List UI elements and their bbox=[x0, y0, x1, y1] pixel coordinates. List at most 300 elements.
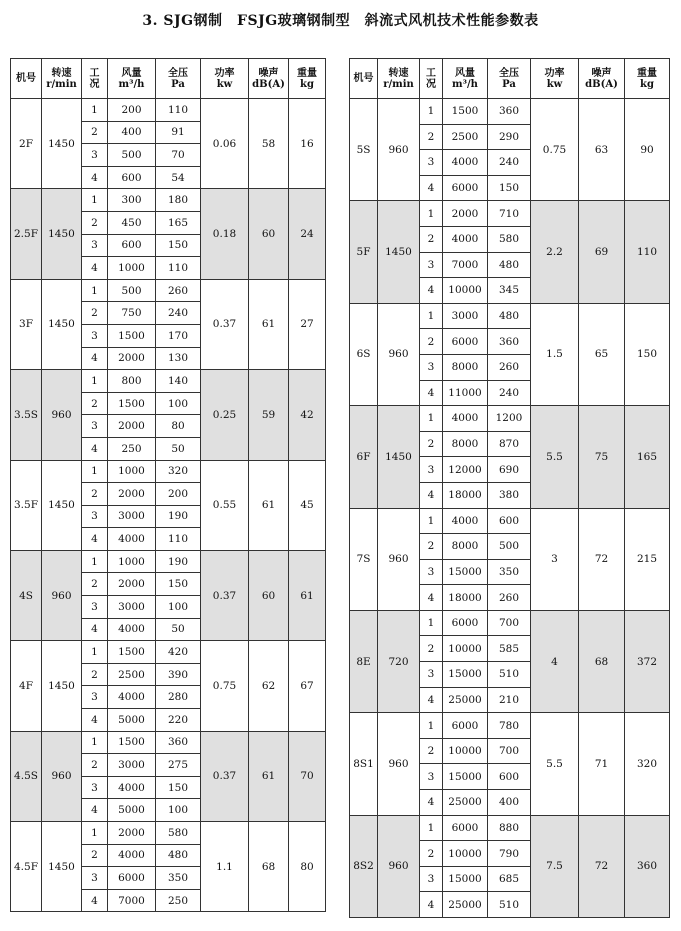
table-row bbox=[350, 610, 670, 636]
pressure-cell: 880 bbox=[488, 815, 531, 841]
weight-cell: 90 bbox=[625, 99, 670, 201]
condition-cell: 4 bbox=[420, 687, 443, 713]
condition-cell: 1 bbox=[82, 550, 108, 573]
condition-cell: 3 bbox=[82, 686, 108, 709]
header-model bbox=[350, 59, 378, 99]
pressure-cell: 180 bbox=[156, 189, 201, 212]
table-row bbox=[11, 370, 326, 393]
condition-cell: 1 bbox=[82, 641, 108, 664]
airflow-cell: 2000 bbox=[108, 483, 156, 506]
header-power-line: kw bbox=[216, 78, 233, 90]
header-speed bbox=[42, 59, 82, 99]
pressure-cell: 130 bbox=[156, 347, 201, 370]
model-cell: 2F bbox=[11, 99, 42, 189]
pressure-cell: 360 bbox=[156, 731, 201, 754]
pressure-cell: 500 bbox=[488, 534, 531, 560]
noise-cell: 61 bbox=[249, 460, 289, 550]
pressure-cell: 110 bbox=[156, 99, 201, 122]
weight-cell: 360 bbox=[625, 815, 670, 917]
speed-cell: 720 bbox=[378, 610, 420, 712]
pressure-cell: 110 bbox=[156, 257, 201, 280]
condition-cell: 3 bbox=[420, 764, 443, 790]
airflow-cell: 6000 bbox=[443, 815, 488, 841]
condition-cell: 1 bbox=[82, 370, 108, 393]
pressure-cell: 580 bbox=[488, 226, 531, 252]
header-power bbox=[201, 59, 249, 99]
pressure-cell: 480 bbox=[156, 844, 201, 867]
pressure-cell: 140 bbox=[156, 370, 201, 393]
pressure-cell: 585 bbox=[488, 636, 531, 662]
condition-cell: 3 bbox=[82, 144, 108, 167]
condition-cell: 2 bbox=[420, 841, 443, 867]
noise-cell: 68 bbox=[579, 610, 625, 712]
condition-cell: 4 bbox=[420, 175, 443, 201]
condition-cell: 1 bbox=[420, 610, 443, 636]
airflow-cell: 18000 bbox=[443, 482, 488, 508]
pressure-cell: 390 bbox=[156, 663, 201, 686]
power-cell: 0.25 bbox=[201, 370, 249, 460]
power-cell: 1.5 bbox=[531, 303, 579, 405]
condition-cell: 4 bbox=[420, 482, 443, 508]
airflow-cell: 10000 bbox=[443, 636, 488, 662]
condition-cell: 2 bbox=[82, 573, 108, 596]
weight-cell: 42 bbox=[289, 370, 326, 460]
condition-cell: 2 bbox=[420, 534, 443, 560]
condition-cell: 4 bbox=[420, 892, 443, 918]
airflow-cell: 2000 bbox=[108, 822, 156, 845]
power-cell: 0.75 bbox=[531, 99, 579, 201]
condition-cell: 4 bbox=[82, 528, 108, 551]
table-row bbox=[11, 279, 326, 302]
airflow-cell: 4000 bbox=[108, 844, 156, 867]
pressure-cell: 240 bbox=[488, 380, 531, 406]
header-speed bbox=[378, 59, 420, 99]
pressure-cell: 165 bbox=[156, 211, 201, 234]
airflow-cell: 450 bbox=[108, 211, 156, 234]
airflow-cell: 4000 bbox=[443, 406, 488, 432]
airflow-cell: 1500 bbox=[108, 324, 156, 347]
airflow-cell: 200 bbox=[108, 99, 156, 122]
table-header bbox=[11, 59, 326, 99]
speed-cell: 960 bbox=[42, 731, 82, 821]
airflow-cell: 6000 bbox=[108, 867, 156, 890]
header-speed-line: 转速 bbox=[51, 67, 72, 79]
weight-cell: 150 bbox=[625, 303, 670, 405]
weight-cell: 70 bbox=[289, 731, 326, 821]
pressure-cell: 150 bbox=[156, 776, 201, 799]
condition-cell: 2 bbox=[82, 844, 108, 867]
noise-cell: 65 bbox=[579, 303, 625, 405]
condition-cell: 3 bbox=[420, 866, 443, 892]
speed-cell: 960 bbox=[378, 99, 420, 201]
airflow-cell: 1000 bbox=[108, 460, 156, 483]
header-model-line: 机号 bbox=[353, 73, 374, 84]
power-cell: 3 bbox=[531, 508, 579, 610]
header-weight bbox=[289, 59, 326, 99]
header-condition-line: 况 bbox=[89, 78, 100, 90]
condition-cell: 2 bbox=[82, 663, 108, 686]
pressure-cell: 100 bbox=[156, 799, 201, 822]
airflow-cell: 15000 bbox=[443, 559, 488, 585]
speed-cell: 1450 bbox=[378, 406, 420, 508]
noise-cell: 60 bbox=[249, 189, 289, 279]
power-cell: 5.5 bbox=[531, 713, 579, 815]
pressure-cell: 700 bbox=[488, 610, 531, 636]
header-pressure-line: 全压 bbox=[499, 67, 519, 79]
model-cell: 8E bbox=[350, 610, 378, 712]
header-airflow-line: 风量 bbox=[121, 67, 142, 79]
condition-cell: 3 bbox=[420, 354, 443, 380]
airflow-cell: 7000 bbox=[108, 889, 156, 912]
header-power-line: 功率 bbox=[544, 67, 565, 79]
pressure-cell: 345 bbox=[488, 278, 531, 304]
pressure-cell: 100 bbox=[156, 392, 201, 415]
airflow-cell: 12000 bbox=[443, 457, 488, 483]
header-power-line: kw bbox=[546, 78, 563, 90]
header-speed-line: 转速 bbox=[388, 67, 409, 79]
airflow-cell: 250 bbox=[108, 437, 156, 460]
table-row bbox=[11, 641, 326, 664]
noise-cell: 59 bbox=[249, 370, 289, 460]
fan-spec-table-left bbox=[10, 58, 326, 912]
pressure-cell: 260 bbox=[488, 585, 531, 611]
pressure-cell: 240 bbox=[156, 302, 201, 325]
header-airflow bbox=[443, 59, 488, 99]
model-cell: 8S1 bbox=[350, 713, 378, 815]
header-pressure-line: 全压 bbox=[168, 67, 188, 79]
condition-cell: 4 bbox=[82, 709, 108, 732]
pressure-cell: 710 bbox=[488, 201, 531, 227]
noise-cell: 72 bbox=[579, 508, 625, 610]
weight-cell: 24 bbox=[289, 189, 326, 279]
header-speed-line: r/min bbox=[383, 78, 414, 90]
airflow-cell: 7000 bbox=[443, 252, 488, 278]
pressure-cell: 150 bbox=[156, 234, 201, 257]
model-cell: 4F bbox=[11, 641, 42, 731]
airflow-cell: 2000 bbox=[108, 415, 156, 438]
noise-cell: 58 bbox=[249, 99, 289, 189]
airflow-cell: 500 bbox=[108, 144, 156, 167]
noise-cell: 69 bbox=[579, 201, 625, 303]
header-condition bbox=[82, 59, 108, 99]
airflow-cell: 3000 bbox=[443, 303, 488, 329]
condition-cell: 1 bbox=[420, 99, 443, 125]
pressure-cell: 420 bbox=[156, 641, 201, 664]
table-row bbox=[11, 822, 326, 845]
model-cell: 3.5S bbox=[11, 370, 42, 460]
condition-cell: 2 bbox=[82, 754, 108, 777]
condition-cell: 3 bbox=[82, 505, 108, 528]
condition-cell: 4 bbox=[420, 278, 443, 304]
model-cell: 5S bbox=[350, 99, 378, 201]
table-body bbox=[350, 99, 670, 918]
pressure-cell: 260 bbox=[156, 279, 201, 302]
header-pressure bbox=[488, 59, 531, 99]
airflow-cell: 2000 bbox=[108, 573, 156, 596]
condition-cell: 4 bbox=[82, 889, 108, 912]
header-airflow-line: 风量 bbox=[455, 67, 475, 79]
table-row bbox=[350, 99, 670, 125]
header-condition-line: 况 bbox=[426, 78, 436, 90]
pressure-cell: 50 bbox=[156, 618, 201, 641]
header-noise bbox=[249, 59, 289, 99]
weight-cell: 67 bbox=[289, 641, 326, 731]
condition-cell: 1 bbox=[420, 406, 443, 432]
power-cell: 2.2 bbox=[531, 201, 579, 303]
table-row bbox=[350, 201, 670, 227]
noise-cell: 62 bbox=[249, 641, 289, 731]
header-airflow-line: m³/h bbox=[118, 78, 145, 90]
pressure-cell: 190 bbox=[156, 505, 201, 528]
noise-cell: 60 bbox=[249, 550, 289, 640]
power-cell: 0.18 bbox=[201, 189, 249, 279]
header-pressure bbox=[156, 59, 201, 99]
airflow-cell: 8000 bbox=[443, 354, 488, 380]
pressure-cell: 320 bbox=[156, 460, 201, 483]
table-row bbox=[350, 508, 670, 534]
pressure-cell: 170 bbox=[156, 324, 201, 347]
condition-cell: 1 bbox=[82, 731, 108, 754]
weight-cell: 110 bbox=[625, 201, 670, 303]
condition-cell: 1 bbox=[420, 508, 443, 534]
pressure-cell: 50 bbox=[156, 437, 201, 460]
airflow-cell: 6000 bbox=[443, 610, 488, 636]
fan-spec-table-right bbox=[349, 58, 670, 918]
model-cell: 7S bbox=[350, 508, 378, 610]
speed-cell: 960 bbox=[378, 815, 420, 917]
condition-cell: 2 bbox=[420, 124, 443, 150]
pressure-cell: 685 bbox=[488, 866, 531, 892]
header-pressure-line: Pa bbox=[502, 78, 516, 90]
power-cell: 0.37 bbox=[201, 279, 249, 369]
table-header bbox=[350, 59, 670, 99]
condition-cell: 2 bbox=[82, 392, 108, 415]
pressure-cell: 690 bbox=[488, 457, 531, 483]
pressure-cell: 80 bbox=[156, 415, 201, 438]
condition-cell: 2 bbox=[82, 121, 108, 144]
header-weight-line: kg bbox=[640, 78, 654, 90]
power-cell: 5.5 bbox=[531, 406, 579, 508]
noise-cell: 63 bbox=[579, 99, 625, 201]
airflow-cell: 6000 bbox=[443, 175, 488, 201]
airflow-cell: 8000 bbox=[443, 534, 488, 560]
pressure-cell: 150 bbox=[488, 175, 531, 201]
pressure-cell: 150 bbox=[156, 573, 201, 596]
pressure-cell: 600 bbox=[488, 764, 531, 790]
power-cell: 0.37 bbox=[201, 550, 249, 640]
airflow-cell: 4000 bbox=[443, 226, 488, 252]
condition-cell: 3 bbox=[420, 457, 443, 483]
header-pressure-line: Pa bbox=[171, 78, 185, 90]
airflow-cell: 4000 bbox=[443, 508, 488, 534]
airflow-cell: 800 bbox=[108, 370, 156, 393]
model-cell: 8S2 bbox=[350, 815, 378, 917]
header-noise-line: 噪声 bbox=[591, 67, 612, 79]
power-cell: 0.75 bbox=[201, 641, 249, 731]
condition-cell: 2 bbox=[420, 738, 443, 764]
airflow-cell: 5000 bbox=[108, 799, 156, 822]
table-row bbox=[350, 303, 670, 329]
weight-cell: 16 bbox=[289, 99, 326, 189]
condition-cell: 1 bbox=[420, 201, 443, 227]
table-row bbox=[11, 189, 326, 212]
airflow-cell: 1000 bbox=[108, 257, 156, 280]
pressure-cell: 91 bbox=[156, 121, 201, 144]
pressure-cell: 240 bbox=[488, 150, 531, 176]
condition-cell: 4 bbox=[82, 166, 108, 189]
header-power bbox=[531, 59, 579, 99]
pressure-cell: 380 bbox=[488, 482, 531, 508]
condition-cell: 1 bbox=[82, 189, 108, 212]
condition-cell: 3 bbox=[82, 324, 108, 347]
condition-cell: 3 bbox=[82, 867, 108, 890]
speed-cell: 960 bbox=[378, 713, 420, 815]
noise-cell: 68 bbox=[249, 822, 289, 912]
condition-cell: 1 bbox=[420, 303, 443, 329]
airflow-cell: 6000 bbox=[443, 329, 488, 355]
table-row bbox=[11, 460, 326, 483]
speed-cell: 960 bbox=[42, 370, 82, 460]
weight-cell: 45 bbox=[289, 460, 326, 550]
weight-cell: 61 bbox=[289, 550, 326, 640]
pressure-cell: 200 bbox=[156, 483, 201, 506]
pressure-cell: 700 bbox=[488, 738, 531, 764]
condition-cell: 3 bbox=[420, 662, 443, 688]
airflow-cell: 2000 bbox=[443, 201, 488, 227]
airflow-cell: 500 bbox=[108, 279, 156, 302]
pressure-cell: 400 bbox=[488, 790, 531, 816]
condition-cell: 4 bbox=[82, 347, 108, 370]
noise-cell: 61 bbox=[249, 731, 289, 821]
speed-cell: 1450 bbox=[42, 189, 82, 279]
condition-cell: 4 bbox=[82, 257, 108, 280]
airflow-cell: 4000 bbox=[108, 528, 156, 551]
condition-cell: 2 bbox=[82, 302, 108, 325]
model-cell: 4.5F bbox=[11, 822, 42, 912]
pressure-cell: 580 bbox=[156, 822, 201, 845]
weight-cell: 80 bbox=[289, 822, 326, 912]
model-cell: 6S bbox=[350, 303, 378, 405]
condition-cell: 3 bbox=[82, 234, 108, 257]
header-weight-line: 重量 bbox=[637, 67, 657, 79]
pressure-cell: 220 bbox=[156, 709, 201, 732]
weight-cell: 215 bbox=[625, 508, 670, 610]
airflow-cell: 4000 bbox=[108, 618, 156, 641]
power-cell: 1.1 bbox=[201, 822, 249, 912]
condition-cell: 4 bbox=[420, 585, 443, 611]
pressure-cell: 70 bbox=[156, 144, 201, 167]
table-row bbox=[11, 99, 326, 122]
speed-cell: 960 bbox=[378, 303, 420, 405]
condition-cell: 3 bbox=[420, 252, 443, 278]
airflow-cell: 25000 bbox=[443, 687, 488, 713]
header-condition bbox=[420, 59, 443, 99]
airflow-cell: 25000 bbox=[443, 892, 488, 918]
airflow-cell: 18000 bbox=[443, 585, 488, 611]
weight-cell: 320 bbox=[625, 713, 670, 815]
weight-cell: 165 bbox=[625, 406, 670, 508]
airflow-cell: 3000 bbox=[108, 596, 156, 619]
airflow-cell: 1000 bbox=[108, 550, 156, 573]
condition-cell: 2 bbox=[420, 636, 443, 662]
power-cell: 0.55 bbox=[201, 460, 249, 550]
pressure-cell: 780 bbox=[488, 713, 531, 739]
pressure-cell: 870 bbox=[488, 431, 531, 457]
airflow-cell: 1500 bbox=[443, 99, 488, 125]
speed-cell: 1450 bbox=[42, 641, 82, 731]
airflow-cell: 600 bbox=[108, 166, 156, 189]
airflow-cell: 4000 bbox=[443, 150, 488, 176]
speed-cell: 1450 bbox=[42, 460, 82, 550]
pressure-cell: 480 bbox=[488, 252, 531, 278]
airflow-cell: 2500 bbox=[443, 124, 488, 150]
header-model-line: 机号 bbox=[16, 73, 36, 84]
model-cell: 4S bbox=[11, 550, 42, 640]
noise-cell: 71 bbox=[579, 713, 625, 815]
header-airflow bbox=[108, 59, 156, 99]
noise-cell: 75 bbox=[579, 406, 625, 508]
model-cell: 3F bbox=[11, 279, 42, 369]
table-row bbox=[11, 731, 326, 754]
airflow-cell: 3000 bbox=[108, 505, 156, 528]
airflow-cell: 4000 bbox=[108, 686, 156, 709]
condition-cell: 4 bbox=[82, 437, 108, 460]
airflow-cell: 4000 bbox=[108, 776, 156, 799]
condition-cell: 4 bbox=[420, 790, 443, 816]
pressure-cell: 260 bbox=[488, 354, 531, 380]
header-noise bbox=[579, 59, 625, 99]
pressure-cell: 100 bbox=[156, 596, 201, 619]
table-row bbox=[350, 406, 670, 432]
airflow-cell: 400 bbox=[108, 121, 156, 144]
condition-cell: 2 bbox=[420, 329, 443, 355]
airflow-cell: 25000 bbox=[443, 790, 488, 816]
airflow-cell: 1500 bbox=[108, 641, 156, 664]
condition-cell: 1 bbox=[82, 99, 108, 122]
noise-cell: 72 bbox=[579, 815, 625, 917]
airflow-cell: 8000 bbox=[443, 431, 488, 457]
header-airflow-line: m³/h bbox=[452, 78, 478, 90]
header-speed-line: r/min bbox=[46, 78, 77, 90]
pressure-cell: 280 bbox=[156, 686, 201, 709]
pressure-cell: 290 bbox=[488, 124, 531, 150]
power-cell: 4 bbox=[531, 610, 579, 712]
condition-cell: 1 bbox=[420, 713, 443, 739]
model-cell: 3.5F bbox=[11, 460, 42, 550]
airflow-cell: 750 bbox=[108, 302, 156, 325]
pressure-cell: 510 bbox=[488, 892, 531, 918]
condition-cell: 2 bbox=[420, 431, 443, 457]
condition-cell: 1 bbox=[82, 460, 108, 483]
noise-cell: 61 bbox=[249, 279, 289, 369]
model-cell: 4.5S bbox=[11, 731, 42, 821]
model-cell: 2.5F bbox=[11, 189, 42, 279]
airflow-cell: 10000 bbox=[443, 278, 488, 304]
speed-cell: 1450 bbox=[378, 201, 420, 303]
pressure-cell: 600 bbox=[488, 508, 531, 534]
header-weight bbox=[625, 59, 670, 99]
speed-cell: 1450 bbox=[42, 279, 82, 369]
pressure-cell: 360 bbox=[488, 99, 531, 125]
airflow-cell: 600 bbox=[108, 234, 156, 257]
header-noise-line: 噪声 bbox=[258, 67, 279, 79]
condition-cell: 3 bbox=[82, 415, 108, 438]
condition-cell: 4 bbox=[420, 380, 443, 406]
condition-cell: 2 bbox=[82, 483, 108, 506]
condition-cell: 4 bbox=[82, 799, 108, 822]
condition-cell: 1 bbox=[82, 822, 108, 845]
power-cell: 7.5 bbox=[531, 815, 579, 917]
